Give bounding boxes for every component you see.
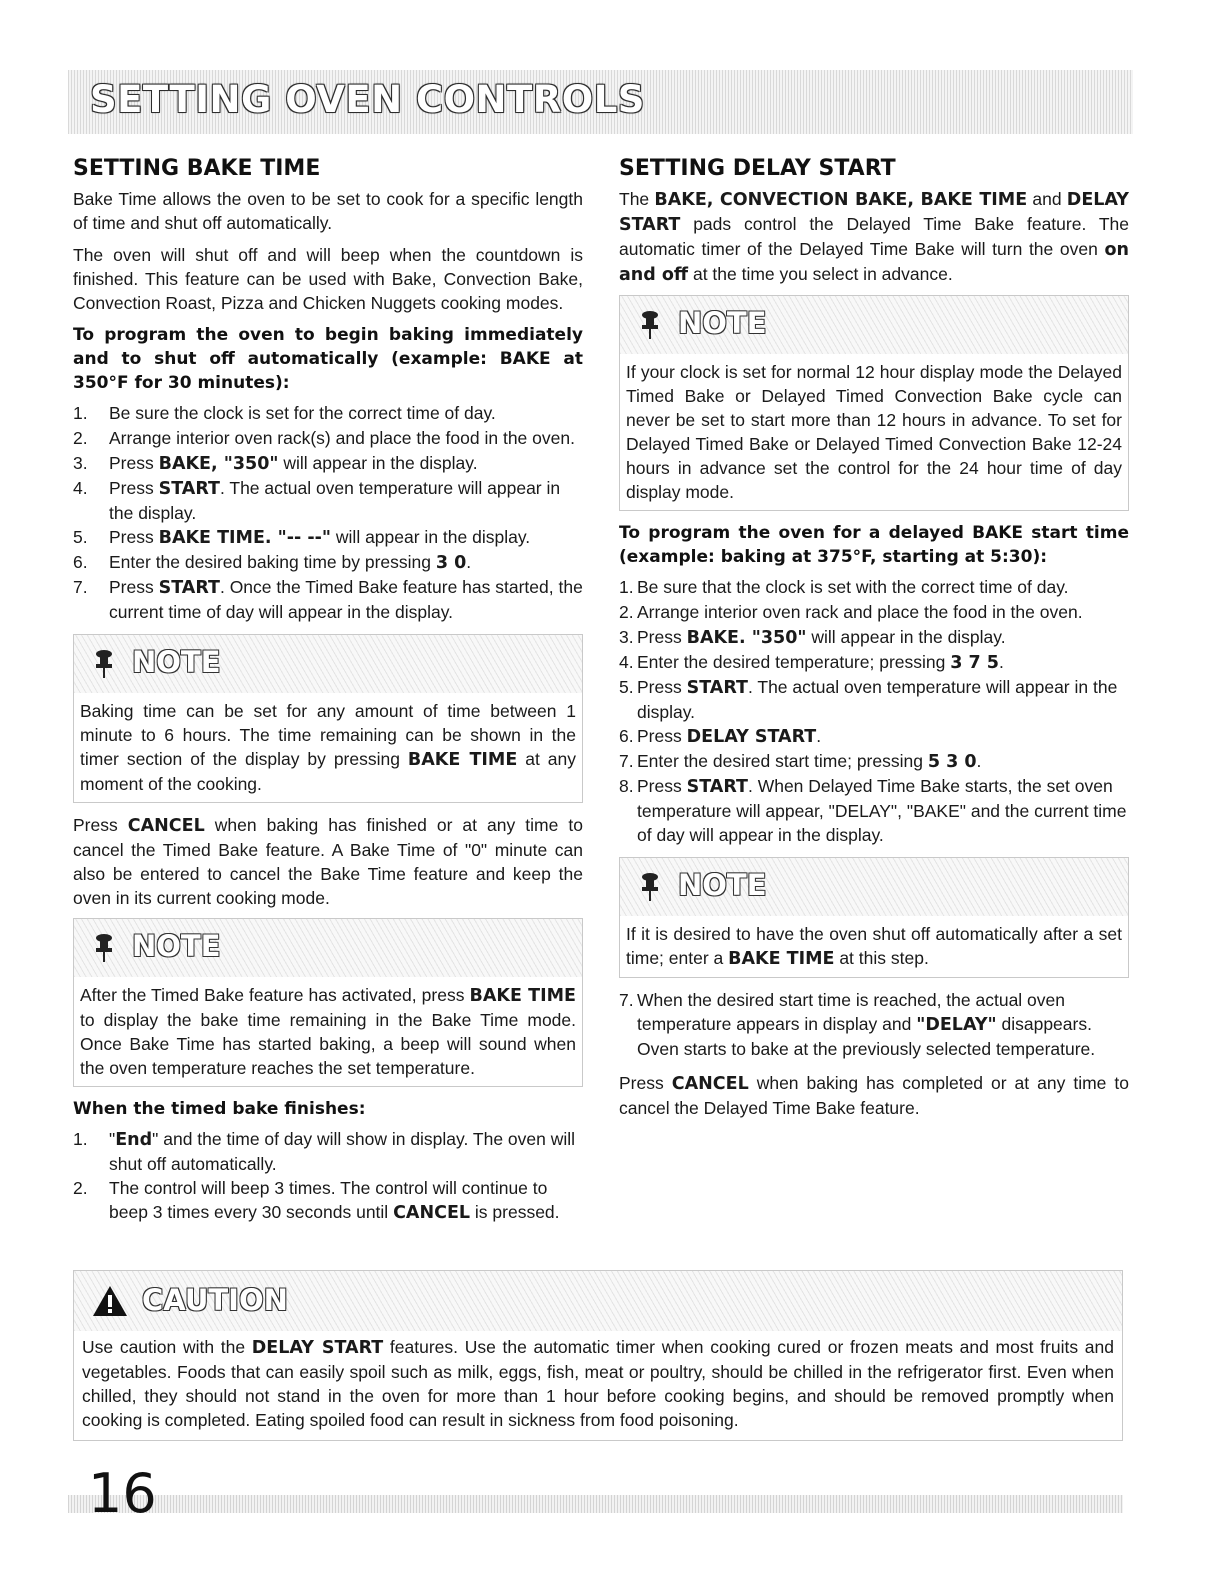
finish-steps xyxy=(73,1127,583,1225)
list-item: 7. Enter the desired start time; pressing 5 3 0. xyxy=(619,751,982,772)
delay-start-steps-continued xyxy=(619,988,1129,1061)
delay-program-heading: To program the oven for a delayed BAKE start time (example: baking at 375°F, starting at 5:30): xyxy=(619,523,1129,567)
note-title: NOTE xyxy=(678,306,767,340)
bake-time-heading: SETTING BAKE TIME xyxy=(73,156,321,181)
list-item: 3. Press BAKE. "350" will appear in the display. xyxy=(619,627,1006,648)
page-number: 16 xyxy=(88,1462,157,1525)
list-item: 4. Enter the desired temperature; pressing 3 7 5. xyxy=(619,652,1004,673)
list-item: 6. Press DELAY START. xyxy=(619,726,822,747)
list-item: 1. "End" and the time of day will show in display. The oven will shut off automatically. xyxy=(73,1129,576,1174)
bake-time-steps xyxy=(73,401,583,624)
warning-icon xyxy=(92,1285,128,1317)
list-item: 8. Press START. When Delayed Time Bake starts, the set oven temperature will appear, "DELAY", "BAKE" and the current time of day will appear in the display. xyxy=(619,776,1127,845)
note-text: If it is desired to have the oven shut off automatically after a set time; enter a BAKE TIME at this step. xyxy=(620,916,1128,977)
bake-time-intro-2: The oven will shut off and will beep when the countdown is finished. This feature can be used with Bake, Convection Bake, Convection Roast, Pizza and Chicken Nuggets cooking modes. xyxy=(73,245,583,313)
list-item: 7. Press START. Once the Timed Bake feature has started, the current time of day will appear in the display. xyxy=(73,577,583,622)
note-title: NOTE xyxy=(678,868,767,902)
cancel-paragraph: Press CANCEL when baking has finished or at any time to cancel the Timed Bake feature. A Bake Time of "0" minute can also be entered to cancel the Bake Time feature and keep the oven in its current cooking mode. xyxy=(73,815,583,908)
footer-bar xyxy=(68,1495,1123,1513)
note-text: If your clock is set for normal 12 hour display mode the Delayed Timed Bake or Delayed Timed Convection Bake cycle can never be set to start more than 12 hours in advance. To set for Delayed Timed Bake or Delayed Timed Convection Bake 12-24 hours in advance set the control for the 24 hour time of day display mode. xyxy=(620,354,1128,510)
list-item: 2. The control will beep 3 times. The control will continue to beep 3 times every 30 seconds until CANCEL is pressed. xyxy=(73,1178,560,1223)
right-column xyxy=(619,152,1129,1128)
left-column xyxy=(73,152,583,1235)
pushpin-icon xyxy=(94,933,114,963)
cancel-paragraph: Press CANCEL when baking has completed or at any time to cancel the Delayed Time Bake feature. xyxy=(619,1073,1129,1118)
note-box xyxy=(619,857,1129,978)
delay-start-intro: The BAKE, CONVECTION BAKE, BAKE TIME and DELAY START pads control the Delayed Time Bake feature. The automatic timer of the Delayed Time Bake will turn the oven on and off at the time you select in advance. xyxy=(619,189,1129,285)
note-title: NOTE xyxy=(132,929,221,963)
pushpin-icon xyxy=(94,649,114,679)
list-item: 5. Press START. The actual oven temperature will appear in the display. xyxy=(619,677,1118,722)
list-item: 2. Arrange interior oven rack and place the food in the oven. xyxy=(619,602,1083,622)
note-text: Baking time can be set for any amount of time between 1 minute to 6 hours. The time remaining can be shown in the timer section of the display by pressing BAKE TIME at any moment of the cooking. xyxy=(74,693,582,802)
note-title: NOTE xyxy=(132,645,221,679)
section-banner xyxy=(68,70,1133,134)
bake-time-intro-1: Bake Time allows the oven to be set to cook for a specific length of time and shut off automatically. xyxy=(73,189,583,233)
delay-start-heading: SETTING DELAY START xyxy=(619,156,896,181)
list-item: 7. When the desired start time is reached, the actual oven temperature appears in display and "DELAY" disappears. Oven starts to bake at the previously selected temperature. xyxy=(619,990,1096,1059)
list-item: 5. Press BAKE TIME. "-- --" will appear in the display. xyxy=(73,527,531,548)
list-item: 4. Press START. The actual oven temperature will appear in the display. xyxy=(73,478,561,523)
pushpin-icon xyxy=(640,310,660,340)
note-box xyxy=(73,918,583,1087)
note-box xyxy=(619,295,1129,511)
list-item: 2. Arrange interior oven rack(s) and place the food in the oven. xyxy=(73,428,575,448)
list-item: 1. Be sure that the clock is set with the correct time of day. xyxy=(619,577,1069,597)
caution-box xyxy=(73,1270,1123,1441)
note-text: After the Timed Bake feature has activated, press BAKE TIME to display the bake time remaining in the Bake Time mode. Once Bake Time has started baking, a beep will sound when the oven temperature reaches the set temperature. xyxy=(74,977,582,1086)
caution-text: Use caution with the DELAY START features. Use the automatic timer when cooking cured or frozen meats and most fruits and vegetables. Foods that can easily spoil such as milk, eggs, fish, meat or poultry, should be chilled in the refrigerator first. Even when chilled, they should not stand in the oven for more than 1 hour before cooking begins, and should be removed promptly when cooking is completed. Eating spoiled food can result in sickness from food poisoning. xyxy=(74,1331,1122,1440)
delay-start-steps xyxy=(619,575,1129,847)
note-box xyxy=(73,634,583,803)
pushpin-icon xyxy=(640,872,660,902)
list-item: 6. Enter the desired baking time by pressing 3 0. xyxy=(73,552,472,573)
bake-time-program-heading: To program the oven to begin baking immediately and to shut off automatically (example: BAKE at 350°F for 30 minutes): xyxy=(73,325,583,393)
finish-heading: When the timed bake finishes: xyxy=(73,1099,366,1119)
banner-title: SETTING OVEN CONTROLS xyxy=(90,78,645,121)
list-item: 1. Be sure the clock is set for the correct time of day. xyxy=(73,403,496,423)
list-item: 3. Press BAKE, "350" will appear in the display. xyxy=(73,453,478,474)
caution-title: CAUTION xyxy=(142,1283,288,1317)
